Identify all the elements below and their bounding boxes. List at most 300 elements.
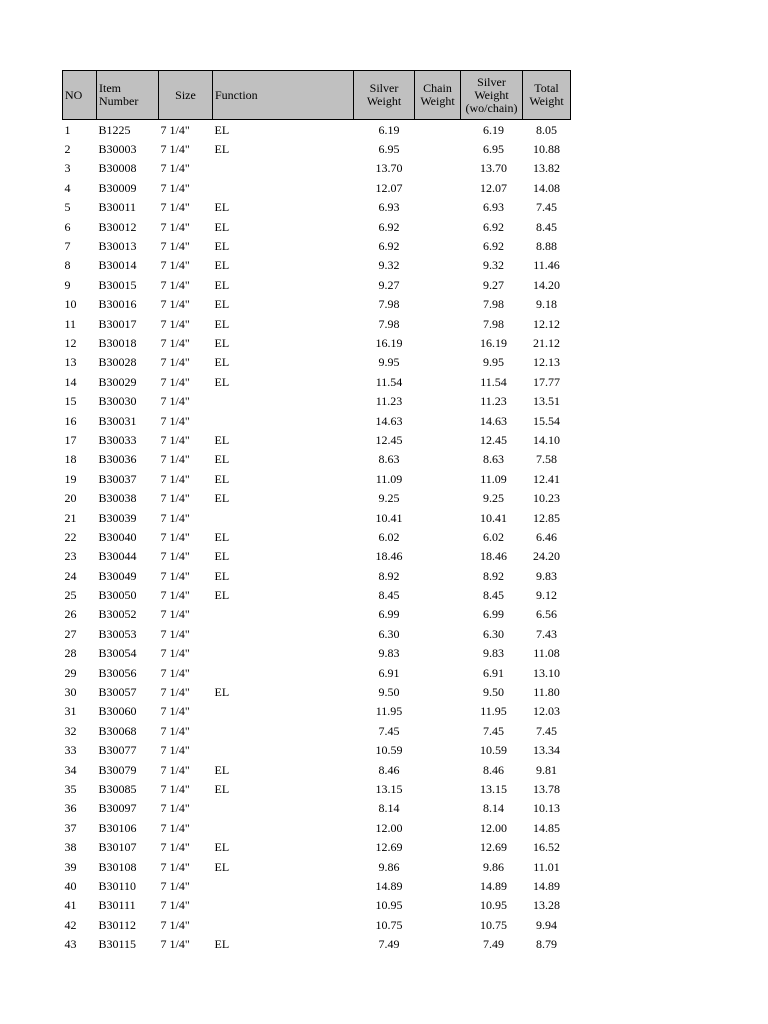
row-total-weight: 9.83 bbox=[536, 568, 557, 583]
row-silver-weight-wo-chain: 6.30 bbox=[483, 626, 504, 641]
row-function bbox=[213, 159, 354, 178]
row-total-weight: 13.34 bbox=[533, 743, 560, 758]
row-silver-weight: 9.25 bbox=[378, 491, 400, 506]
row-item-number: B30031 bbox=[98, 413, 137, 428]
row-total-weight: 16.52 bbox=[533, 840, 560, 855]
table-header bbox=[63, 71, 571, 120]
row-function: EL bbox=[214, 297, 230, 312]
table-row bbox=[63, 217, 571, 236]
row-no: 19 bbox=[64, 471, 77, 486]
row-silver-weight: 11.23 bbox=[375, 394, 403, 409]
row-no: 6 bbox=[64, 219, 71, 234]
row-size: 7 1/4" bbox=[160, 743, 190, 758]
header-item-number: Item Number bbox=[97, 71, 159, 120]
row-silver-weight: 7.49 bbox=[378, 937, 400, 952]
row-total-weight: 8.88 bbox=[536, 239, 557, 254]
row-no: 4 bbox=[64, 180, 71, 195]
row-function bbox=[213, 818, 354, 837]
row-chain-weight bbox=[415, 236, 461, 255]
row-no: 29 bbox=[64, 665, 77, 680]
weight-table bbox=[62, 70, 571, 954]
row-total-weight: 12.41 bbox=[533, 471, 560, 486]
row-function: EL bbox=[214, 452, 230, 467]
row-no: 34 bbox=[64, 762, 77, 777]
row-size: 7 1/4" bbox=[160, 568, 190, 583]
row-total-weight: 9.94 bbox=[536, 917, 557, 932]
row-silver-weight-wo-chain: 7.98 bbox=[483, 316, 504, 331]
row-size: 7 1/4" bbox=[160, 452, 190, 467]
row-function: EL bbox=[214, 432, 230, 447]
row-chain-weight bbox=[415, 139, 461, 158]
row-size: 7 1/4" bbox=[160, 937, 190, 952]
row-chain-weight bbox=[415, 779, 461, 798]
row-silver-weight-wo-chain: 6.92 bbox=[483, 239, 504, 254]
row-chain-weight bbox=[415, 934, 461, 953]
table-row bbox=[63, 934, 571, 953]
row-chain-weight bbox=[415, 566, 461, 585]
row-no: 8 bbox=[64, 258, 71, 273]
row-size: 7 1/4" bbox=[160, 685, 190, 700]
row-total-weight: 14.89 bbox=[533, 878, 560, 893]
row-function bbox=[213, 508, 354, 527]
row-silver-weight: 8.45 bbox=[378, 588, 400, 603]
row-silver-weight-wo-chain: 8.63 bbox=[483, 452, 504, 467]
row-silver-weight-wo-chain: 6.92 bbox=[483, 219, 504, 234]
row-chain-weight bbox=[415, 178, 461, 197]
row-silver-weight: 8.63 bbox=[378, 452, 400, 467]
row-total-weight: 12.85 bbox=[533, 510, 560, 525]
row-total-weight: 11.08 bbox=[533, 646, 560, 661]
row-size: 7 1/4" bbox=[160, 723, 190, 738]
row-no: 25 bbox=[64, 588, 77, 603]
row-item-number: B30060 bbox=[98, 704, 137, 719]
row-total-weight: 21.12 bbox=[533, 335, 560, 350]
row-silver-weight: 7.98 bbox=[378, 316, 400, 331]
row-size: 7 1/4" bbox=[160, 704, 190, 719]
row-size: 7 1/4" bbox=[160, 529, 190, 544]
row-silver-weight-wo-chain: 8.92 bbox=[483, 568, 504, 583]
row-silver-weight-wo-chain: 6.95 bbox=[483, 142, 504, 157]
table-row bbox=[63, 256, 571, 275]
row-no: 23 bbox=[64, 549, 77, 564]
row-chain-weight bbox=[415, 353, 461, 372]
table-row bbox=[63, 430, 571, 449]
row-item-number: B30097 bbox=[98, 801, 137, 816]
row-no: 30 bbox=[64, 685, 77, 700]
row-no: 3 bbox=[64, 161, 71, 176]
row-silver-weight: 8.92 bbox=[378, 568, 400, 583]
row-silver-weight: 10.75 bbox=[375, 917, 403, 932]
row-total-weight: 11.46 bbox=[533, 258, 560, 273]
row-item-number: B30050 bbox=[98, 588, 137, 603]
table-row bbox=[63, 566, 571, 585]
row-item-number: B30049 bbox=[98, 568, 137, 583]
row-function: EL bbox=[214, 239, 230, 254]
row-silver-weight-wo-chain: 8.14 bbox=[483, 801, 504, 816]
row-silver-weight-wo-chain: 14.89 bbox=[480, 878, 507, 893]
row-total-weight: 11.01 bbox=[533, 859, 560, 874]
row-silver-weight-wo-chain: 10.59 bbox=[480, 743, 507, 758]
row-silver-weight: 6.02 bbox=[378, 529, 400, 544]
row-size: 7 1/4" bbox=[160, 335, 190, 350]
row-function: EL bbox=[214, 122, 230, 137]
table-row bbox=[63, 605, 571, 624]
row-size: 7 1/4" bbox=[160, 180, 190, 195]
row-silver-weight-wo-chain: 9.32 bbox=[483, 258, 504, 273]
row-item-number: B30037 bbox=[98, 471, 137, 486]
row-item-number: B30054 bbox=[98, 646, 137, 661]
row-item-number: B30056 bbox=[98, 665, 137, 680]
row-item-number: B30110 bbox=[98, 878, 137, 893]
row-item-number: B30017 bbox=[98, 316, 137, 331]
row-function bbox=[213, 178, 354, 197]
row-chain-weight bbox=[415, 915, 461, 934]
row-no: 42 bbox=[64, 917, 77, 932]
row-total-weight: 13.10 bbox=[533, 665, 560, 680]
row-function: EL bbox=[214, 937, 230, 952]
row-chain-weight bbox=[415, 508, 461, 527]
row-chain-weight bbox=[415, 488, 461, 507]
table-row bbox=[63, 488, 571, 507]
table-row bbox=[63, 508, 571, 527]
row-silver-weight: 6.95 bbox=[378, 142, 400, 157]
row-total-weight: 12.03 bbox=[533, 704, 560, 719]
table-row bbox=[63, 159, 571, 178]
row-function: EL bbox=[214, 840, 230, 855]
row-total-weight: 7.45 bbox=[536, 200, 557, 215]
row-item-number: B30028 bbox=[98, 355, 137, 370]
table-row bbox=[63, 624, 571, 643]
row-size: 7 1/4" bbox=[160, 626, 190, 641]
table-row bbox=[63, 682, 571, 701]
row-total-weight: 8.05 bbox=[536, 122, 557, 137]
row-no: 31 bbox=[64, 704, 77, 719]
row-no: 16 bbox=[64, 413, 77, 428]
row-item-number: B30044 bbox=[98, 549, 137, 564]
row-chain-weight bbox=[415, 120, 461, 140]
row-size: 7 1/4" bbox=[160, 432, 190, 447]
row-total-weight: 6.56 bbox=[536, 607, 557, 622]
row-total-weight: 14.10 bbox=[533, 432, 560, 447]
row-total-weight: 9.81 bbox=[536, 762, 557, 777]
row-function bbox=[213, 624, 354, 643]
table-row bbox=[63, 411, 571, 430]
row-silver-weight-wo-chain: 10.75 bbox=[480, 917, 507, 932]
row-no: 24 bbox=[64, 568, 77, 583]
row-no: 15 bbox=[64, 394, 77, 409]
row-total-weight: 13.78 bbox=[533, 781, 560, 796]
row-silver-weight-wo-chain: 9.95 bbox=[483, 355, 504, 370]
row-function: EL bbox=[214, 335, 230, 350]
row-size: 7 1/4" bbox=[160, 840, 190, 855]
row-item-number: B30016 bbox=[98, 297, 137, 312]
row-chain-weight bbox=[415, 644, 461, 663]
table-row bbox=[63, 139, 571, 158]
table-row bbox=[63, 469, 571, 488]
row-chain-weight bbox=[415, 372, 461, 391]
row-size: 7 1/4" bbox=[160, 646, 190, 661]
table-row bbox=[63, 236, 571, 255]
row-function: EL bbox=[214, 491, 230, 506]
row-silver-weight: 9.50 bbox=[378, 685, 400, 700]
row-function bbox=[213, 702, 354, 721]
row-silver-weight: 9.32 bbox=[378, 258, 400, 273]
row-function: EL bbox=[214, 568, 230, 583]
header-function: Function bbox=[213, 71, 354, 120]
row-size: 7 1/4" bbox=[160, 917, 190, 932]
row-chain-weight bbox=[415, 198, 461, 217]
row-size: 7 1/4" bbox=[160, 665, 190, 680]
row-size: 7 1/4" bbox=[160, 394, 190, 409]
table-row bbox=[63, 391, 571, 410]
row-total-weight: 13.51 bbox=[533, 394, 560, 409]
row-chain-weight bbox=[415, 857, 461, 876]
row-function bbox=[213, 644, 354, 663]
row-function bbox=[213, 605, 354, 624]
row-no: 26 bbox=[64, 607, 77, 622]
row-size: 7 1/4" bbox=[160, 859, 190, 874]
row-silver-weight-wo-chain: 12.45 bbox=[480, 432, 507, 447]
row-item-number: B30015 bbox=[98, 277, 137, 292]
row-function bbox=[213, 391, 354, 410]
row-chain-weight bbox=[415, 391, 461, 410]
row-silver-weight: 8.14 bbox=[378, 801, 400, 816]
row-function bbox=[213, 896, 354, 915]
row-chain-weight bbox=[415, 702, 461, 721]
row-silver-weight-wo-chain: 11.95 bbox=[480, 704, 507, 719]
row-function: EL bbox=[214, 762, 230, 777]
row-function: EL bbox=[214, 219, 230, 234]
row-total-weight: 17.77 bbox=[533, 374, 560, 389]
row-size: 7 1/4" bbox=[160, 801, 190, 816]
row-function: EL bbox=[214, 781, 230, 796]
row-function bbox=[213, 663, 354, 682]
table-row bbox=[63, 760, 571, 779]
row-chain-weight bbox=[415, 721, 461, 740]
row-function: EL bbox=[214, 374, 230, 389]
row-function bbox=[213, 741, 354, 760]
row-silver-weight: 10.41 bbox=[375, 510, 403, 525]
row-total-weight: 9.18 bbox=[536, 297, 557, 312]
row-silver-weight-wo-chain: 6.91 bbox=[483, 665, 504, 680]
table-row bbox=[63, 198, 571, 217]
row-silver-weight-wo-chain: 13.15 bbox=[480, 781, 507, 796]
row-item-number: B30052 bbox=[98, 607, 137, 622]
row-size: 7 1/4" bbox=[160, 607, 190, 622]
row-item-number: B30009 bbox=[98, 180, 137, 195]
row-silver-weight-wo-chain: 10.95 bbox=[480, 898, 507, 913]
table-row bbox=[63, 450, 571, 469]
table-row bbox=[63, 527, 571, 546]
row-item-number: B30038 bbox=[98, 491, 137, 506]
row-chain-weight bbox=[415, 876, 461, 895]
table-row bbox=[63, 876, 571, 895]
row-silver-weight-wo-chain: 14.63 bbox=[480, 413, 507, 428]
row-no: 5 bbox=[64, 200, 71, 215]
row-item-number: B30039 bbox=[98, 510, 137, 525]
table-row bbox=[63, 314, 571, 333]
row-silver-weight: 13.15 bbox=[375, 781, 403, 796]
row-function: EL bbox=[214, 142, 230, 157]
row-function: EL bbox=[214, 685, 230, 700]
row-item-number: B1225 bbox=[98, 122, 131, 137]
table-row bbox=[63, 818, 571, 837]
header-row bbox=[63, 71, 571, 120]
row-no: 14 bbox=[64, 374, 77, 389]
row-item-number: B30057 bbox=[98, 685, 137, 700]
row-chain-weight bbox=[415, 295, 461, 314]
row-item-number: B30018 bbox=[98, 335, 137, 350]
row-no: 21 bbox=[64, 510, 77, 525]
row-total-weight: 15.54 bbox=[533, 413, 560, 428]
row-silver-weight: 6.93 bbox=[378, 200, 400, 215]
row-total-weight: 12.13 bbox=[533, 355, 560, 370]
row-item-number: B30115 bbox=[98, 937, 137, 952]
row-function: EL bbox=[214, 549, 230, 564]
row-chain-weight bbox=[415, 527, 461, 546]
row-chain-weight bbox=[415, 624, 461, 643]
row-silver-weight: 10.59 bbox=[375, 743, 403, 758]
table-row bbox=[63, 275, 571, 294]
table-row bbox=[63, 644, 571, 663]
table-row bbox=[63, 663, 571, 682]
row-silver-weight: 12.00 bbox=[375, 820, 403, 835]
table-row bbox=[63, 295, 571, 314]
header-no: NO bbox=[63, 71, 97, 120]
row-size: 7 1/4" bbox=[160, 820, 190, 835]
row-item-number: B30111 bbox=[98, 898, 136, 913]
table-row bbox=[63, 779, 571, 798]
row-item-number: B30012 bbox=[98, 219, 137, 234]
row-item-number: B30036 bbox=[98, 452, 137, 467]
row-no: 43 bbox=[64, 937, 77, 952]
row-silver-weight: 7.98 bbox=[378, 297, 400, 312]
row-item-number: B30003 bbox=[98, 142, 137, 157]
row-chain-weight bbox=[415, 314, 461, 333]
row-size: 7 1/4" bbox=[160, 762, 190, 777]
row-chain-weight bbox=[415, 896, 461, 915]
row-chain-weight bbox=[415, 450, 461, 469]
row-no: 17 bbox=[64, 432, 77, 447]
row-function: EL bbox=[214, 588, 230, 603]
row-silver-weight: 12.45 bbox=[375, 432, 403, 447]
row-size: 7 1/4" bbox=[160, 355, 190, 370]
row-silver-weight: 9.86 bbox=[378, 859, 400, 874]
row-function bbox=[213, 915, 354, 934]
row-no: 33 bbox=[64, 743, 77, 758]
row-silver-weight-wo-chain: 16.19 bbox=[480, 335, 507, 350]
row-silver-weight-wo-chain: 13.70 bbox=[480, 161, 507, 176]
row-silver-weight-wo-chain: 8.45 bbox=[483, 588, 504, 603]
row-size: 7 1/4" bbox=[160, 122, 190, 137]
row-no: 28 bbox=[64, 646, 77, 661]
row-total-weight: 7.45 bbox=[536, 723, 557, 738]
row-chain-weight bbox=[415, 741, 461, 760]
row-silver-weight-wo-chain: 6.19 bbox=[483, 122, 504, 137]
row-function bbox=[213, 876, 354, 895]
row-size: 7 1/4" bbox=[160, 588, 190, 603]
row-item-number: B30014 bbox=[98, 258, 137, 273]
row-no: 10 bbox=[64, 297, 77, 312]
row-silver-weight: 11.09 bbox=[375, 471, 403, 486]
row-item-number: B30107 bbox=[98, 840, 137, 855]
row-silver-weight: 9.83 bbox=[378, 646, 400, 661]
row-total-weight: 14.20 bbox=[533, 277, 560, 292]
row-size: 7 1/4" bbox=[160, 219, 190, 234]
row-size: 7 1/4" bbox=[160, 549, 190, 564]
row-silver-weight-wo-chain: 8.46 bbox=[483, 762, 504, 777]
row-silver-weight: 10.95 bbox=[375, 898, 403, 913]
row-chain-weight bbox=[415, 411, 461, 430]
row-silver-weight: 9.95 bbox=[378, 355, 400, 370]
row-silver-weight-wo-chain: 12.69 bbox=[480, 840, 507, 855]
row-total-weight: 7.43 bbox=[536, 626, 557, 641]
row-no: 22 bbox=[64, 529, 77, 544]
row-no: 11 bbox=[64, 316, 77, 331]
row-no: 41 bbox=[64, 898, 77, 913]
row-function: EL bbox=[214, 316, 230, 331]
row-item-number: B30053 bbox=[98, 626, 137, 641]
row-size: 7 1/4" bbox=[160, 898, 190, 913]
row-silver-weight-wo-chain: 12.07 bbox=[480, 180, 507, 195]
row-silver-weight-wo-chain: 11.23 bbox=[480, 394, 507, 409]
row-silver-weight: 7.45 bbox=[378, 723, 400, 738]
header-silver-weight-wo-chain: Silver Weight (wo/chain) bbox=[461, 71, 523, 120]
row-total-weight: 13.82 bbox=[533, 161, 560, 176]
row-item-number: B30040 bbox=[98, 529, 137, 544]
row-chain-weight bbox=[415, 159, 461, 178]
table-row bbox=[63, 333, 571, 352]
header-size: Size bbox=[159, 71, 213, 120]
row-item-number: B30108 bbox=[98, 859, 137, 874]
table-row bbox=[63, 585, 571, 604]
row-chain-weight bbox=[415, 837, 461, 856]
row-size: 7 1/4" bbox=[160, 374, 190, 389]
row-no: 2 bbox=[64, 142, 71, 157]
row-silver-weight-wo-chain: 7.49 bbox=[483, 937, 504, 952]
row-silver-weight-wo-chain: 9.27 bbox=[483, 277, 504, 292]
row-size: 7 1/4" bbox=[160, 277, 190, 292]
row-silver-weight-wo-chain: 9.83 bbox=[483, 646, 504, 661]
row-total-weight: 8.79 bbox=[536, 937, 557, 952]
row-size: 7 1/4" bbox=[160, 878, 190, 893]
row-item-number: B30008 bbox=[98, 161, 137, 176]
table-row bbox=[63, 120, 571, 140]
row-function: EL bbox=[214, 859, 230, 874]
row-silver-weight: 16.19 bbox=[375, 335, 403, 350]
table-row bbox=[63, 178, 571, 197]
row-size: 7 1/4" bbox=[160, 161, 190, 176]
row-size: 7 1/4" bbox=[160, 297, 190, 312]
row-item-number: B30011 bbox=[98, 200, 137, 215]
row-chain-weight bbox=[415, 275, 461, 294]
table-row bbox=[63, 896, 571, 915]
row-size: 7 1/4" bbox=[160, 239, 190, 254]
row-function bbox=[213, 721, 354, 740]
table-row bbox=[63, 915, 571, 934]
row-no: 32 bbox=[64, 723, 77, 738]
row-item-number: B30106 bbox=[98, 820, 137, 835]
row-item-number: B30013 bbox=[98, 239, 137, 254]
row-silver-weight-wo-chain: 6.99 bbox=[483, 607, 504, 622]
row-no: 37 bbox=[64, 820, 77, 835]
table-row bbox=[63, 741, 571, 760]
row-total-weight: 10.13 bbox=[533, 801, 560, 816]
row-silver-weight-wo-chain: 7.45 bbox=[483, 723, 504, 738]
table-row bbox=[63, 857, 571, 876]
row-silver-weight: 6.30 bbox=[378, 626, 400, 641]
row-total-weight: 12.12 bbox=[533, 316, 560, 331]
